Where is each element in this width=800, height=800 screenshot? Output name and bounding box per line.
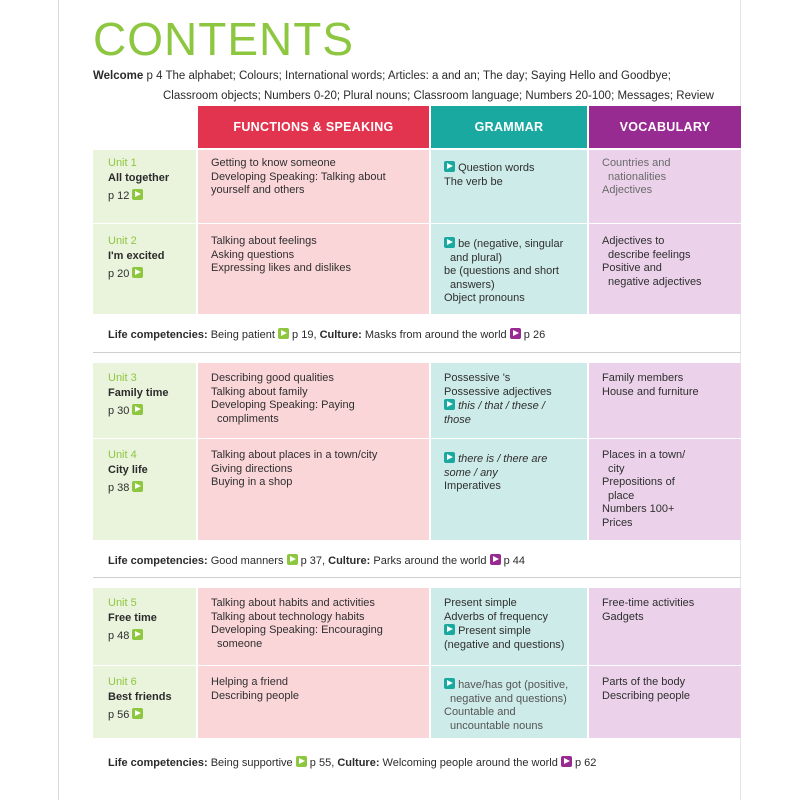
life-competencies-label: Life competencies:	[108, 555, 208, 567]
vocabulary-item: Adjectives to	[602, 235, 665, 247]
unit-6-functions	[211, 676, 299, 703]
unit-4-vocabulary	[602, 449, 685, 530]
vocabulary-item: Places in a town/	[602, 449, 686, 461]
life-competencies-row-2	[108, 554, 525, 568]
unit-page-number: p 12	[108, 189, 130, 202]
unit-5-grammar	[444, 597, 564, 652]
unit-label-1	[108, 157, 169, 203]
life-competencies-row-1	[108, 328, 545, 342]
vocabulary-item: nationalities	[608, 170, 667, 183]
vocabulary-item: place	[608, 489, 635, 502]
grammar-item: answers)	[450, 278, 495, 291]
culture-topic: Masks from around the world	[364, 329, 507, 341]
culture-label: Culture:	[337, 757, 380, 769]
grammar-item: those	[444, 413, 471, 426]
unit-page-number: p 30	[108, 404, 130, 417]
play-icon	[490, 554, 501, 565]
unit-3-grammar	[444, 372, 552, 427]
unit-name: City life	[108, 463, 148, 476]
grammar-item: some / any	[444, 466, 498, 479]
unit-2-functions	[211, 235, 351, 276]
grammar-item: Object pronouns	[444, 292, 525, 304]
unit-name: Family time	[108, 386, 169, 399]
vocabulary-item: Free-time activities	[602, 597, 695, 609]
life-competencies-topic: Good manners	[210, 555, 284, 567]
vocabulary-item: city	[608, 462, 625, 475]
unit-page-number: p 48	[108, 629, 130, 642]
functions-item: Developing Speaking: Encouraging	[211, 624, 383, 636]
welcome-summary	[93, 66, 733, 106]
functions-item: Developing Speaking: Paying	[211, 399, 355, 411]
vocabulary-item: describe feelings	[608, 248, 691, 261]
play-icon	[444, 452, 455, 463]
header-functions: FUNCTIONS & SPEAKING	[198, 106, 429, 148]
grammar-item: uncountable nouns	[450, 719, 543, 732]
row-divider	[93, 438, 741, 439]
functions-item: Helping a friend	[211, 676, 289, 688]
functions-item: Getting to know someone	[211, 157, 336, 169]
life-competencies-topic: Being patient	[210, 329, 275, 341]
welcome-line-1: p 4 The alphabet; Colours; International words; Articles: a and an; The day; Saying Hello and Goodbye;	[146, 70, 671, 82]
unit-name: All together	[108, 171, 170, 184]
page-edge-left	[58, 0, 59, 800]
vocabulary-item: Describing people	[602, 689, 691, 702]
play-icon	[132, 404, 143, 415]
life-competencies-page[interactable]: p 19,	[292, 329, 317, 341]
play-icon	[132, 481, 143, 492]
grammar-item: Imperatives	[444, 480, 501, 492]
grammar-item: be (questions and short	[444, 265, 559, 277]
unit-name: Best friends	[108, 690, 172, 703]
unit-1-vocabulary	[602, 157, 671, 198]
vocabulary-item: Family members	[602, 372, 684, 384]
unit-number: Unit 1	[108, 157, 137, 169]
unit-page-link[interactable]	[108, 708, 172, 723]
unit-label-4	[108, 449, 148, 495]
grammar-item: (negative and questions)	[444, 638, 565, 651]
play-icon	[132, 708, 143, 719]
unit-6-vocabulary	[602, 676, 690, 703]
play-icon	[278, 328, 289, 339]
play-icon	[444, 161, 455, 172]
play-icon	[561, 756, 572, 767]
unit-3-vocabulary	[602, 372, 699, 399]
functions-item: Describing people	[211, 689, 300, 702]
functions-item: Describing good qualities	[211, 372, 334, 384]
functions-item: Talking about places in a town/city	[211, 449, 378, 461]
vocabulary-item: Prepositions of	[602, 476, 675, 488]
play-icon	[296, 756, 307, 767]
unit-page-number: p 20	[108, 267, 130, 280]
grammar-item: Possessive 's	[444, 372, 511, 384]
header-grammar: GRAMMAR	[431, 106, 587, 148]
grammar-item: Countable and	[444, 706, 516, 718]
play-icon	[444, 399, 455, 410]
header-vocabulary: VOCABULARY	[589, 106, 741, 148]
functions-item: Asking questions	[211, 248, 295, 261]
unit-page-link[interactable]	[108, 267, 164, 282]
unit-name: Free time	[108, 611, 157, 624]
row-divider	[93, 665, 741, 666]
play-icon	[132, 267, 143, 278]
functions-item: yourself and others	[211, 184, 305, 196]
unit-5-vocabulary	[602, 597, 694, 624]
unit-1-grammar	[444, 161, 535, 189]
grammar-item: Present simple	[444, 597, 517, 609]
culture-topic: Welcoming people around the world	[382, 757, 558, 769]
unit-page-link[interactable]	[108, 629, 157, 644]
play-icon	[444, 237, 455, 248]
functions-item: Talking about feelings	[211, 235, 317, 247]
functions-item: compliments	[217, 412, 279, 425]
functions-item: Talking about habits and activities	[211, 597, 375, 609]
grammar-item: this / that / these /	[458, 400, 545, 412]
play-icon	[444, 678, 455, 689]
unit-number: Unit 4	[108, 449, 137, 461]
functions-item: Expressing likes and dislikes	[211, 262, 352, 274]
unit-6-grammar	[444, 678, 568, 733]
unit-5-functions	[211, 597, 383, 651]
grammar-item: Question words	[458, 162, 535, 174]
unit-label-6	[108, 676, 172, 722]
unit-3-functions	[211, 372, 355, 426]
culture-page[interactable]: p 26	[523, 329, 546, 341]
functions-item: Talking about technology habits	[211, 610, 365, 623]
section-divider	[93, 352, 741, 353]
welcome-label: Welcome	[93, 70, 144, 82]
life-competencies-page[interactable]: p 55,	[309, 757, 335, 769]
play-icon	[510, 328, 521, 339]
vocabulary-item: Adjectives	[602, 184, 653, 196]
vocabulary-item: negative adjectives	[608, 275, 702, 288]
life-competencies-label: Life competencies:	[108, 757, 208, 769]
culture-topic: Parks around the world	[373, 555, 487, 567]
life-competencies-topic: Being supportive	[210, 757, 293, 769]
functions-item: Developing Speaking: Talking about	[211, 170, 386, 183]
grammar-item: be (negative, singular	[458, 238, 564, 250]
functions-item: Giving directions	[211, 462, 293, 475]
unit-number: Unit 2	[108, 235, 137, 247]
unit-label-3	[108, 372, 169, 418]
life-competencies-page[interactable]: p 37,	[300, 555, 326, 567]
unit-label-5	[108, 597, 157, 643]
culture-page[interactable]: p 62	[574, 757, 597, 769]
functions-item: someone	[217, 637, 263, 650]
grammar-item: there is / there are	[458, 453, 548, 465]
unit-number: Unit 3	[108, 372, 137, 384]
play-icon	[444, 624, 455, 635]
play-icon	[132, 189, 143, 200]
unit-1-functions	[211, 157, 386, 198]
unit-page-link[interactable]	[108, 189, 169, 204]
unit-2-grammar	[444, 237, 563, 306]
vocabulary-item: Gadgets	[602, 610, 644, 623]
culture-page[interactable]: p 44	[503, 555, 526, 567]
play-icon	[132, 629, 143, 640]
vocabulary-item: House and furniture	[602, 385, 699, 398]
grammar-item: Adverbs of frequency	[444, 610, 548, 623]
unit-page-link[interactable]	[108, 481, 148, 496]
vocabulary-item: Parts of the body	[602, 676, 686, 688]
culture-label: Culture:	[319, 329, 362, 341]
row-divider	[93, 223, 741, 224]
functions-item: Buying in a shop	[211, 476, 293, 488]
vocabulary-item: Positive and	[602, 262, 662, 274]
grammar-item: and plural)	[450, 251, 502, 264]
unit-2-vocabulary	[602, 235, 702, 289]
unit-4-functions	[211, 449, 377, 490]
grammar-item: negative and questions)	[450, 692, 567, 705]
vocabulary-item: Countries and	[602, 157, 671, 169]
unit-4-grammar	[444, 452, 547, 494]
page-title: CONTENTS	[93, 13, 354, 65]
unit-page-number: p 56	[108, 708, 130, 721]
functions-item: Talking about family	[211, 385, 308, 398]
grammar-item: Possessive adjectives	[444, 385, 552, 398]
play-icon	[287, 554, 298, 565]
culture-label: Culture:	[328, 555, 371, 567]
unit-page-number: p 38	[108, 481, 130, 494]
unit-page-link[interactable]	[108, 404, 169, 419]
life-competencies-label: Life competencies:	[108, 329, 208, 341]
grammar-item: The verb be	[444, 175, 503, 188]
welcome-line-2: Classroom objects; Numbers 0-20; Plural nouns; Classroom language; Numbers 20-100; Messages; Review	[163, 90, 714, 102]
unit-name: I'm excited	[108, 249, 165, 262]
vocabulary-item: Numbers 100+	[602, 503, 675, 515]
life-competencies-row-3	[108, 756, 596, 770]
grammar-item: have/has got (positive,	[458, 679, 569, 691]
unit-number: Unit 5	[108, 597, 137, 609]
unit-number: Unit 6	[108, 676, 137, 688]
grammar-item: Present simple	[458, 625, 531, 637]
vocabulary-item: Prices	[602, 516, 633, 529]
unit-label-2	[108, 235, 164, 281]
section-divider	[93, 577, 741, 578]
